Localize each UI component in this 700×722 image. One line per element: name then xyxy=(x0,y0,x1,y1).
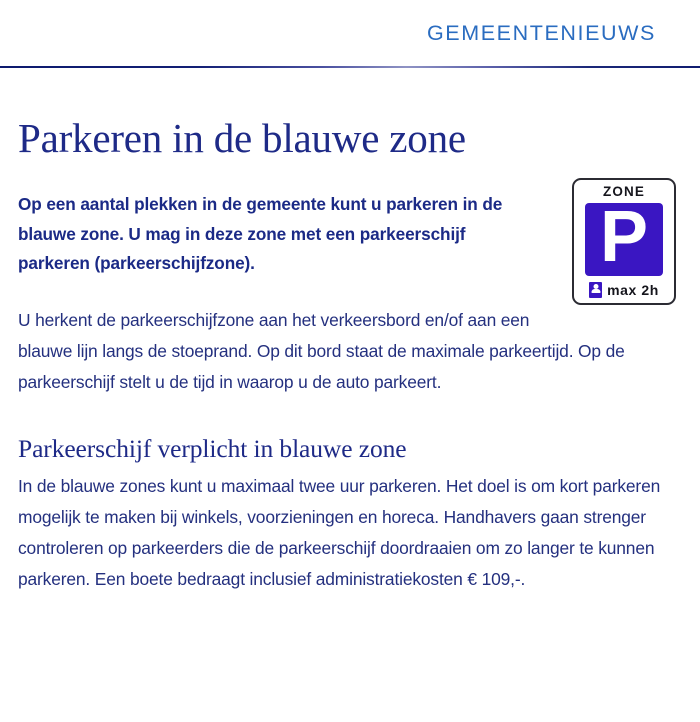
sign-parking-symbol xyxy=(585,203,663,276)
sign-zone-label: ZONE xyxy=(603,184,645,200)
parking-sign-figure xyxy=(572,178,680,305)
masthead-title: GEMEENTENIEUWS xyxy=(426,20,656,45)
zone-parking-sign xyxy=(572,178,676,305)
section-subheading: Parkeerschijf verplicht in blauwe zone xyxy=(18,433,407,463)
sign-duration-row xyxy=(589,282,659,298)
sign-p-letter: P xyxy=(599,202,649,276)
intro-paragraph: Op een aantal plekken in de gemeente kunt u parkeren in de blauwe zone. U mag in deze zone met een parkeerschijf parkeren (parkeerschijfzone). xyxy=(18,194,503,274)
body-paragraph-2: In de blauwe zones kunt u maximaal twee uur parkeren. Het doel is om kort parkeren mogelijk te maken bij winkels, voorzieningen en horeca. Handhavers gaan strenger controleren op parkeerders die de parkeerschijf doordraaien om zo langer te kunnen parkeren. Een boete bedraagt inclusief administratiekosten € 109,-. xyxy=(18,476,661,589)
parking-disc-icon xyxy=(589,282,602,298)
masthead xyxy=(0,0,700,67)
page-title: Parkeren in de blauwe zone xyxy=(18,115,466,161)
sign-max-label: max 2h xyxy=(607,281,659,298)
article-content xyxy=(0,67,700,595)
body-paragraph-1: U herkent de parkeerschijfzone aan het verkeersbord en/of aan een blauwe lijn langs de stoeprand. Op dit bord staat de maximale parkeertijd. Op de parkeerschijf stelt u de tijd in waarop u de auto parkeert. xyxy=(18,309,625,392)
